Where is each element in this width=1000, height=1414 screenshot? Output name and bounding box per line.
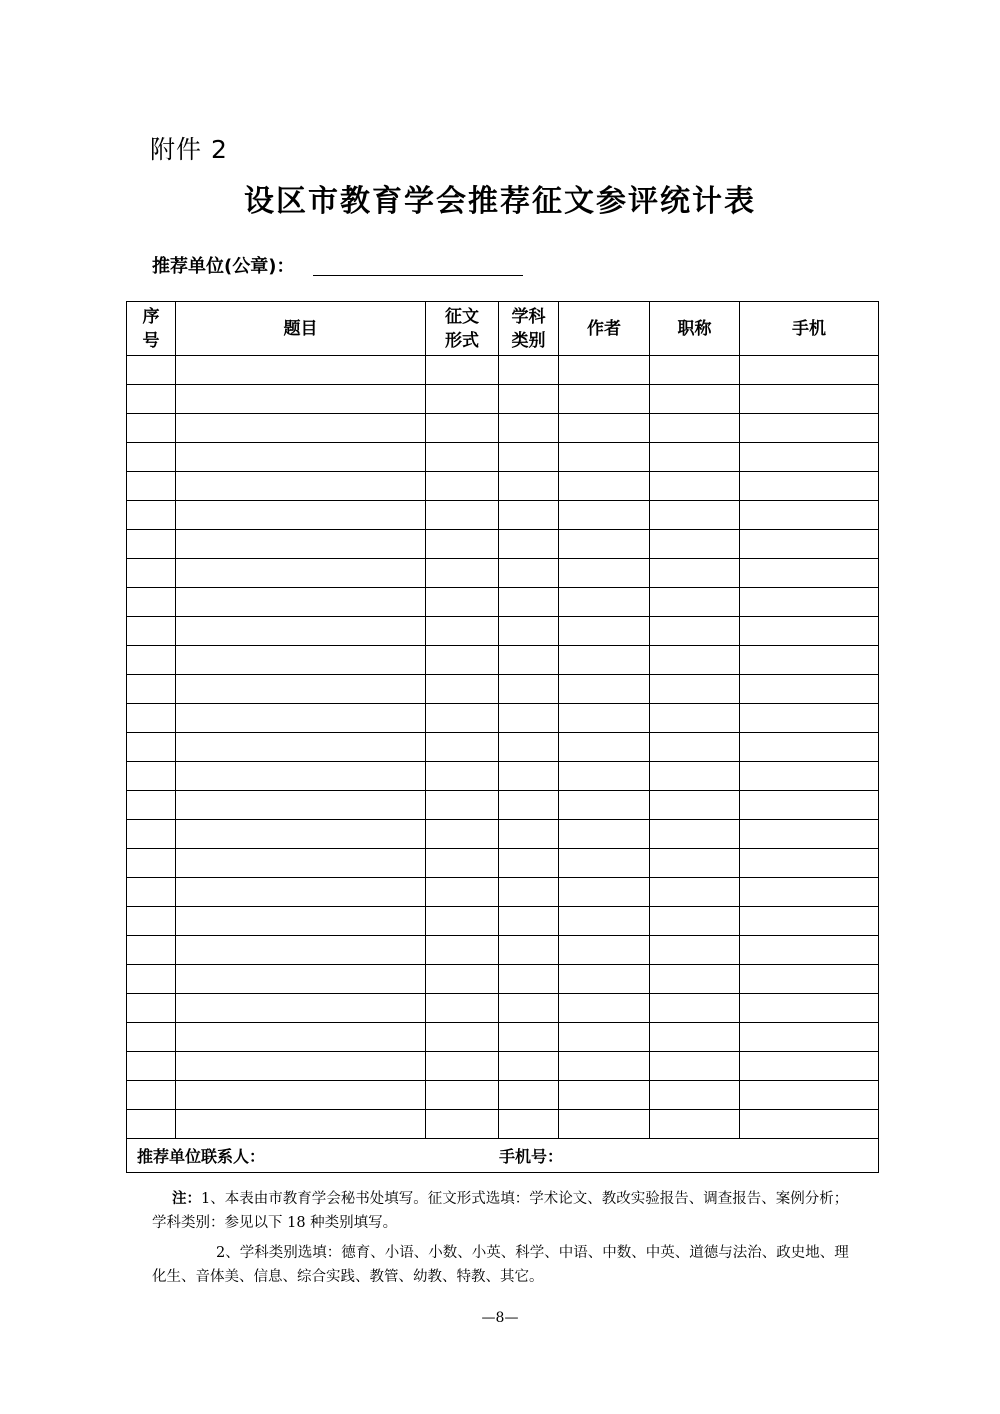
subject-category-cell[interactable] (499, 791, 559, 820)
essay-form-cell[interactable] (426, 936, 499, 965)
author-cell[interactable] (559, 704, 650, 733)
subject-category-cell[interactable] (499, 907, 559, 936)
essay-form-cell[interactable] (426, 588, 499, 617)
serial-cell[interactable] (127, 791, 176, 820)
author-cell[interactable] (559, 385, 650, 414)
table-row (127, 1081, 879, 1110)
title-rank-cell[interactable] (650, 791, 740, 820)
subject-category-cell[interactable] (499, 414, 559, 443)
serial-cell[interactable] (127, 965, 176, 994)
mobile-cell[interactable] (740, 1081, 879, 1110)
topic-cell[interactable] (176, 472, 426, 501)
footer-cell[interactable] (127, 1139, 879, 1173)
title-rank-cell[interactable] (650, 443, 740, 472)
title-rank-cell[interactable] (650, 878, 740, 907)
table-row (127, 965, 879, 994)
essay-form-cell[interactable] (426, 559, 499, 588)
mobile-cell[interactable] (740, 646, 879, 675)
topic-cell[interactable] (176, 588, 426, 617)
topic-cell[interactable] (176, 1110, 426, 1139)
author-cell[interactable] (559, 1081, 650, 1110)
essay-form-cell[interactable] (426, 443, 499, 472)
topic-cell[interactable] (176, 762, 426, 791)
topic-cell[interactable] (176, 559, 426, 588)
essay-form-cell[interactable] (426, 1110, 499, 1139)
topic-cell[interactable] (176, 791, 426, 820)
title-rank-cell[interactable] (650, 646, 740, 675)
page-number: —8— (481, 1310, 519, 1326)
serial-cell[interactable] (127, 820, 176, 849)
table-row (127, 559, 879, 588)
header-mobile: 手机 (740, 302, 879, 356)
table-row (127, 385, 879, 414)
serial-cell[interactable] (127, 472, 176, 501)
essay-form-cell[interactable] (426, 1023, 499, 1052)
author-cell[interactable] (559, 472, 650, 501)
recommend-unit-fill-line[interactable] (313, 275, 523, 276)
author-cell[interactable] (559, 530, 650, 559)
topic-cell[interactable] (176, 617, 426, 646)
author-cell[interactable] (559, 994, 650, 1023)
title-rank-cell[interactable] (650, 675, 740, 704)
serial-cell[interactable] (127, 1110, 176, 1139)
mobile-cell[interactable] (740, 907, 879, 936)
serial-cell[interactable] (127, 617, 176, 646)
author-cell[interactable] (559, 559, 650, 588)
topic-cell[interactable] (176, 385, 426, 414)
subject-category-cell[interactable] (499, 1110, 559, 1139)
subject-category-cell[interactable] (499, 356, 559, 385)
table-row (127, 994, 879, 1023)
recommend-unit-label: 推荐单位(公章)： (152, 256, 295, 277)
author-cell[interactable] (559, 675, 650, 704)
author-cell[interactable] (559, 878, 650, 907)
subject-category-cell[interactable] (499, 878, 559, 907)
subject-category-cell[interactable] (499, 530, 559, 559)
subject-category-cell[interactable] (499, 443, 559, 472)
mobile-cell[interactable] (740, 704, 879, 733)
serial-cell[interactable] (127, 501, 176, 530)
table-row (127, 733, 879, 762)
table-row (127, 849, 879, 878)
topic-cell[interactable] (176, 965, 426, 994)
author-cell[interactable] (559, 936, 650, 965)
essay-form-cell[interactable] (426, 907, 499, 936)
note-1: 注：1、本表由市教育学会秘书处填写。征文形式选填：学术论文、教改实验报告、调查报告、案例分析；学科类别：参见以下 18 种类别填写。 (152, 1190, 849, 1231)
title-rank-cell[interactable] (650, 994, 740, 1023)
note-prefix: 注： (172, 1190, 201, 1207)
subject-category-cell[interactable] (499, 849, 559, 878)
title-rank-cell[interactable] (650, 1110, 740, 1139)
topic-cell[interactable] (176, 936, 426, 965)
essay-form-cell[interactable] (426, 501, 499, 530)
essay-form-cell[interactable] (426, 646, 499, 675)
mobile-cell[interactable] (740, 791, 879, 820)
topic-cell[interactable] (176, 414, 426, 443)
header-serial: 序 号 (127, 302, 176, 356)
author-cell[interactable] (559, 907, 650, 936)
mobile-cell[interactable] (740, 1110, 879, 1139)
author-cell[interactable] (559, 1052, 650, 1081)
title-rank-cell[interactable] (650, 936, 740, 965)
topic-cell[interactable] (176, 675, 426, 704)
author-cell[interactable] (559, 414, 650, 443)
subject-category-cell[interactable] (499, 1052, 559, 1081)
subject-category-cell[interactable] (499, 472, 559, 501)
essay-form-cell[interactable] (426, 820, 499, 849)
title-rank-cell[interactable] (650, 617, 740, 646)
header-topic: 题目 (176, 302, 426, 356)
mobile-cell[interactable] (740, 530, 879, 559)
table-row (127, 501, 879, 530)
title-rank-cell[interactable] (650, 530, 740, 559)
title-rank-cell[interactable] (650, 559, 740, 588)
author-cell[interactable] (559, 762, 650, 791)
author-cell[interactable] (559, 820, 650, 849)
author-cell[interactable] (559, 965, 650, 994)
subject-category-cell[interactable] (499, 617, 559, 646)
mobile-cell[interactable] (740, 1023, 879, 1052)
essay-form-cell[interactable] (426, 994, 499, 1023)
topic-cell[interactable] (176, 704, 426, 733)
table-row (127, 936, 879, 965)
author-cell[interactable] (559, 443, 650, 472)
topic-cell[interactable] (176, 356, 426, 385)
subject-category-cell[interactable] (499, 965, 559, 994)
topic-cell[interactable] (176, 501, 426, 530)
mobile-cell[interactable] (740, 762, 879, 791)
essay-form-cell[interactable] (426, 356, 499, 385)
statistics-table (126, 301, 879, 1173)
mobile-cell[interactable] (740, 588, 879, 617)
mobile-cell[interactable] (740, 878, 879, 907)
header-essay-form: 征文 形式 (426, 302, 499, 356)
essay-form-cell[interactable] (426, 472, 499, 501)
serial-cell[interactable] (127, 530, 176, 559)
subject-category-cell[interactable] (499, 733, 559, 762)
serial-cell[interactable] (127, 646, 176, 675)
notes (152, 1187, 862, 1289)
title-rank-cell[interactable] (650, 849, 740, 878)
topic-cell[interactable] (176, 878, 426, 907)
header-author: 作者 (559, 302, 650, 356)
title-rank-cell[interactable] (650, 704, 740, 733)
serial-cell[interactable] (127, 907, 176, 936)
mobile-cell[interactable] (740, 559, 879, 588)
mobile-cell[interactable] (740, 472, 879, 501)
serial-cell[interactable] (127, 443, 176, 472)
serial-cell[interactable] (127, 588, 176, 617)
title-rank-cell[interactable] (650, 356, 740, 385)
serial-cell[interactable] (127, 849, 176, 878)
essay-form-cell[interactable] (426, 414, 499, 443)
contact-person-label: 推荐单位联系人： (137, 1147, 266, 1166)
serial-cell[interactable] (127, 1052, 176, 1081)
mobile-cell[interactable] (740, 385, 879, 414)
subject-category-cell[interactable] (499, 820, 559, 849)
serial-cell[interactable] (127, 936, 176, 965)
table-row (127, 1110, 879, 1139)
essay-form-cell[interactable] (426, 965, 499, 994)
table-row (127, 762, 879, 791)
table-row (127, 443, 879, 472)
topic-cell[interactable] (176, 907, 426, 936)
author-cell[interactable] (559, 849, 650, 878)
subject-category-cell[interactable] (499, 385, 559, 414)
essay-form-cell[interactable] (426, 704, 499, 733)
title-rank-cell[interactable] (650, 588, 740, 617)
topic-cell[interactable] (176, 1081, 426, 1110)
mobile-cell[interactable] (740, 733, 879, 762)
serial-cell[interactable] (127, 762, 176, 791)
table-row (127, 356, 879, 385)
topic-cell[interactable] (176, 849, 426, 878)
serial-cell[interactable] (127, 994, 176, 1023)
essay-form-cell[interactable] (426, 675, 499, 704)
essay-form-cell[interactable] (426, 1052, 499, 1081)
title-rank-cell[interactable] (650, 907, 740, 936)
title-rank-cell[interactable] (650, 1081, 740, 1110)
author-cell[interactable] (559, 617, 650, 646)
table-row (127, 588, 879, 617)
table-row (127, 1052, 879, 1081)
table-row (127, 617, 879, 646)
title-rank-cell[interactable] (650, 965, 740, 994)
mobile-cell[interactable] (740, 356, 879, 385)
author-cell[interactable] (559, 791, 650, 820)
table-row (127, 878, 879, 907)
phone-number-label: 手机号： (499, 1147, 564, 1166)
essay-form-cell[interactable] (426, 791, 499, 820)
title-rank-cell[interactable] (650, 385, 740, 414)
essay-form-cell[interactable] (426, 617, 499, 646)
author-cell[interactable] (559, 356, 650, 385)
topic-cell[interactable] (176, 1052, 426, 1081)
mobile-cell[interactable] (740, 965, 879, 994)
topic-cell[interactable] (176, 646, 426, 675)
author-cell[interactable] (559, 588, 650, 617)
table-row (127, 646, 879, 675)
page-title: 设区市教育学会推荐征文参评统计表 (244, 184, 756, 219)
table-row (127, 907, 879, 936)
essay-form-cell[interactable] (426, 530, 499, 559)
essay-form-cell[interactable] (426, 733, 499, 762)
table-row (127, 1023, 879, 1052)
essay-form-cell[interactable] (426, 849, 499, 878)
serial-cell[interactable] (127, 704, 176, 733)
mobile-cell[interactable] (740, 414, 879, 443)
subject-category-cell[interactable] (499, 501, 559, 530)
subject-category-cell[interactable] (499, 936, 559, 965)
title-rank-cell[interactable] (650, 501, 740, 530)
table-row (127, 530, 879, 559)
mobile-cell[interactable] (740, 1052, 879, 1081)
note-2: 2、学科类别选填：德育、小语、小数、小英、科学、中语、中数、中英、道德与法治、政史地、理化生、音体美、信息、综合实践、教管、幼教、特教、其它。 (152, 1245, 849, 1285)
essay-form-cell[interactable] (426, 762, 499, 791)
table-row (127, 414, 879, 443)
topic-cell[interactable] (176, 1023, 426, 1052)
header-title-rank: 职称 (650, 302, 740, 356)
title-rank-cell[interactable] (650, 414, 740, 443)
table-row (127, 675, 879, 704)
title-rank-cell[interactable] (650, 1052, 740, 1081)
subject-category-cell[interactable] (499, 704, 559, 733)
subject-category-cell[interactable] (499, 762, 559, 791)
author-cell[interactable] (559, 501, 650, 530)
serial-cell[interactable] (127, 733, 176, 762)
essay-form-cell[interactable] (426, 385, 499, 414)
subject-category-cell[interactable] (499, 588, 559, 617)
serial-cell[interactable] (127, 385, 176, 414)
essay-form-cell[interactable] (426, 878, 499, 907)
table-header-row (127, 302, 879, 356)
topic-cell[interactable] (176, 820, 426, 849)
mobile-cell[interactable] (740, 936, 879, 965)
mobile-cell[interactable] (740, 617, 879, 646)
subject-category-cell[interactable] (499, 675, 559, 704)
mobile-cell[interactable] (740, 675, 879, 704)
table-row (127, 472, 879, 501)
topic-cell[interactable] (176, 994, 426, 1023)
topic-cell[interactable] (176, 443, 426, 472)
subject-category-cell[interactable] (499, 1081, 559, 1110)
table-row (127, 704, 879, 733)
title-rank-cell[interactable] (650, 762, 740, 791)
serial-cell[interactable] (127, 559, 176, 588)
subject-category-cell[interactable] (499, 1023, 559, 1052)
title-rank-cell[interactable] (650, 820, 740, 849)
subject-category-cell[interactable] (499, 646, 559, 675)
mobile-cell[interactable] (740, 501, 879, 530)
table-footer-row (127, 1139, 879, 1173)
mobile-cell[interactable] (740, 820, 879, 849)
author-cell[interactable] (559, 1023, 650, 1052)
serial-cell[interactable] (127, 356, 176, 385)
title-rank-cell[interactable] (650, 472, 740, 501)
attachment-label: 附件 2 (150, 135, 228, 164)
title-rank-cell[interactable] (650, 733, 740, 762)
author-cell[interactable] (559, 1110, 650, 1139)
serial-cell[interactable] (127, 675, 176, 704)
mobile-cell[interactable] (740, 443, 879, 472)
topic-cell[interactable] (176, 733, 426, 762)
author-cell[interactable] (559, 646, 650, 675)
table-row (127, 791, 879, 820)
subject-category-cell[interactable] (499, 559, 559, 588)
mobile-cell[interactable] (740, 994, 879, 1023)
author-cell[interactable] (559, 733, 650, 762)
serial-cell[interactable] (127, 414, 176, 443)
subject-category-cell[interactable] (499, 994, 559, 1023)
essay-form-cell[interactable] (426, 1081, 499, 1110)
mobile-cell[interactable] (740, 849, 879, 878)
serial-cell[interactable] (127, 878, 176, 907)
title-rank-cell[interactable] (650, 1023, 740, 1052)
table-row (127, 820, 879, 849)
header-subject-category: 学科 类别 (499, 302, 559, 356)
serial-cell[interactable] (127, 1081, 176, 1110)
topic-cell[interactable] (176, 530, 426, 559)
serial-cell[interactable] (127, 1023, 176, 1052)
